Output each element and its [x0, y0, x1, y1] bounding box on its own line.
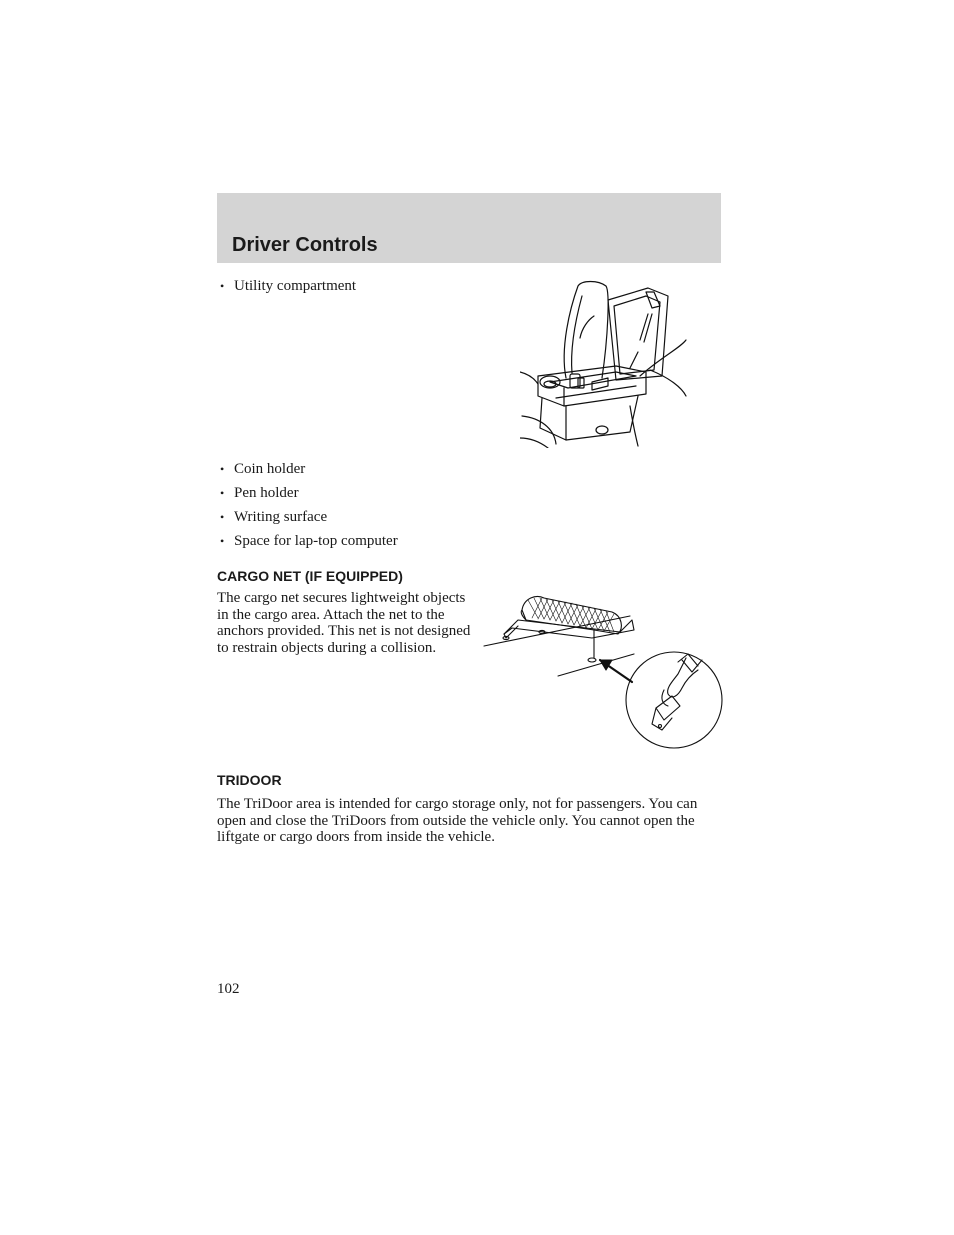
bullet-icon: •	[220, 486, 225, 500]
list-item: • Writing surface	[217, 505, 398, 529]
section-title: Driver Controls	[232, 234, 378, 256]
utility-list	[217, 274, 356, 298]
bullet-icon: •	[220, 462, 225, 476]
bullet-icon: •	[220, 279, 225, 293]
cargo-net-illustration	[482, 590, 727, 752]
bullet-icon: •	[220, 510, 225, 524]
list-item: • Pen holder	[217, 481, 398, 505]
tridoor-text: The TriDoor area is intended for cargo storage only, not for passengers. You can open and close the TriDoors from outside the vehicle only. You cannot open the liftgate or cargo doors from inside the vehicle.	[217, 796, 698, 845]
page-number: 102	[217, 981, 240, 997]
list-item: • Utility compartment	[217, 274, 356, 298]
cargo-net-text: The cargo net secures lightweight objects in the cargo area. Attach the net to the anchors provided. This net is not designed to restrain objects during a collision.	[217, 590, 471, 656]
section-header	[217, 193, 721, 263]
bullet-icon: •	[220, 534, 225, 548]
list-item: • Coin holder	[217, 457, 398, 481]
utility-compartment-illustration	[520, 278, 690, 448]
feature-list	[217, 457, 398, 553]
tridoor-heading: TRIDOOR	[217, 772, 282, 788]
cargo-net-heading: CARGO NET (IF EQUIPPED)	[217, 568, 403, 584]
list-item: • Space for lap-top computer	[217, 529, 398, 553]
